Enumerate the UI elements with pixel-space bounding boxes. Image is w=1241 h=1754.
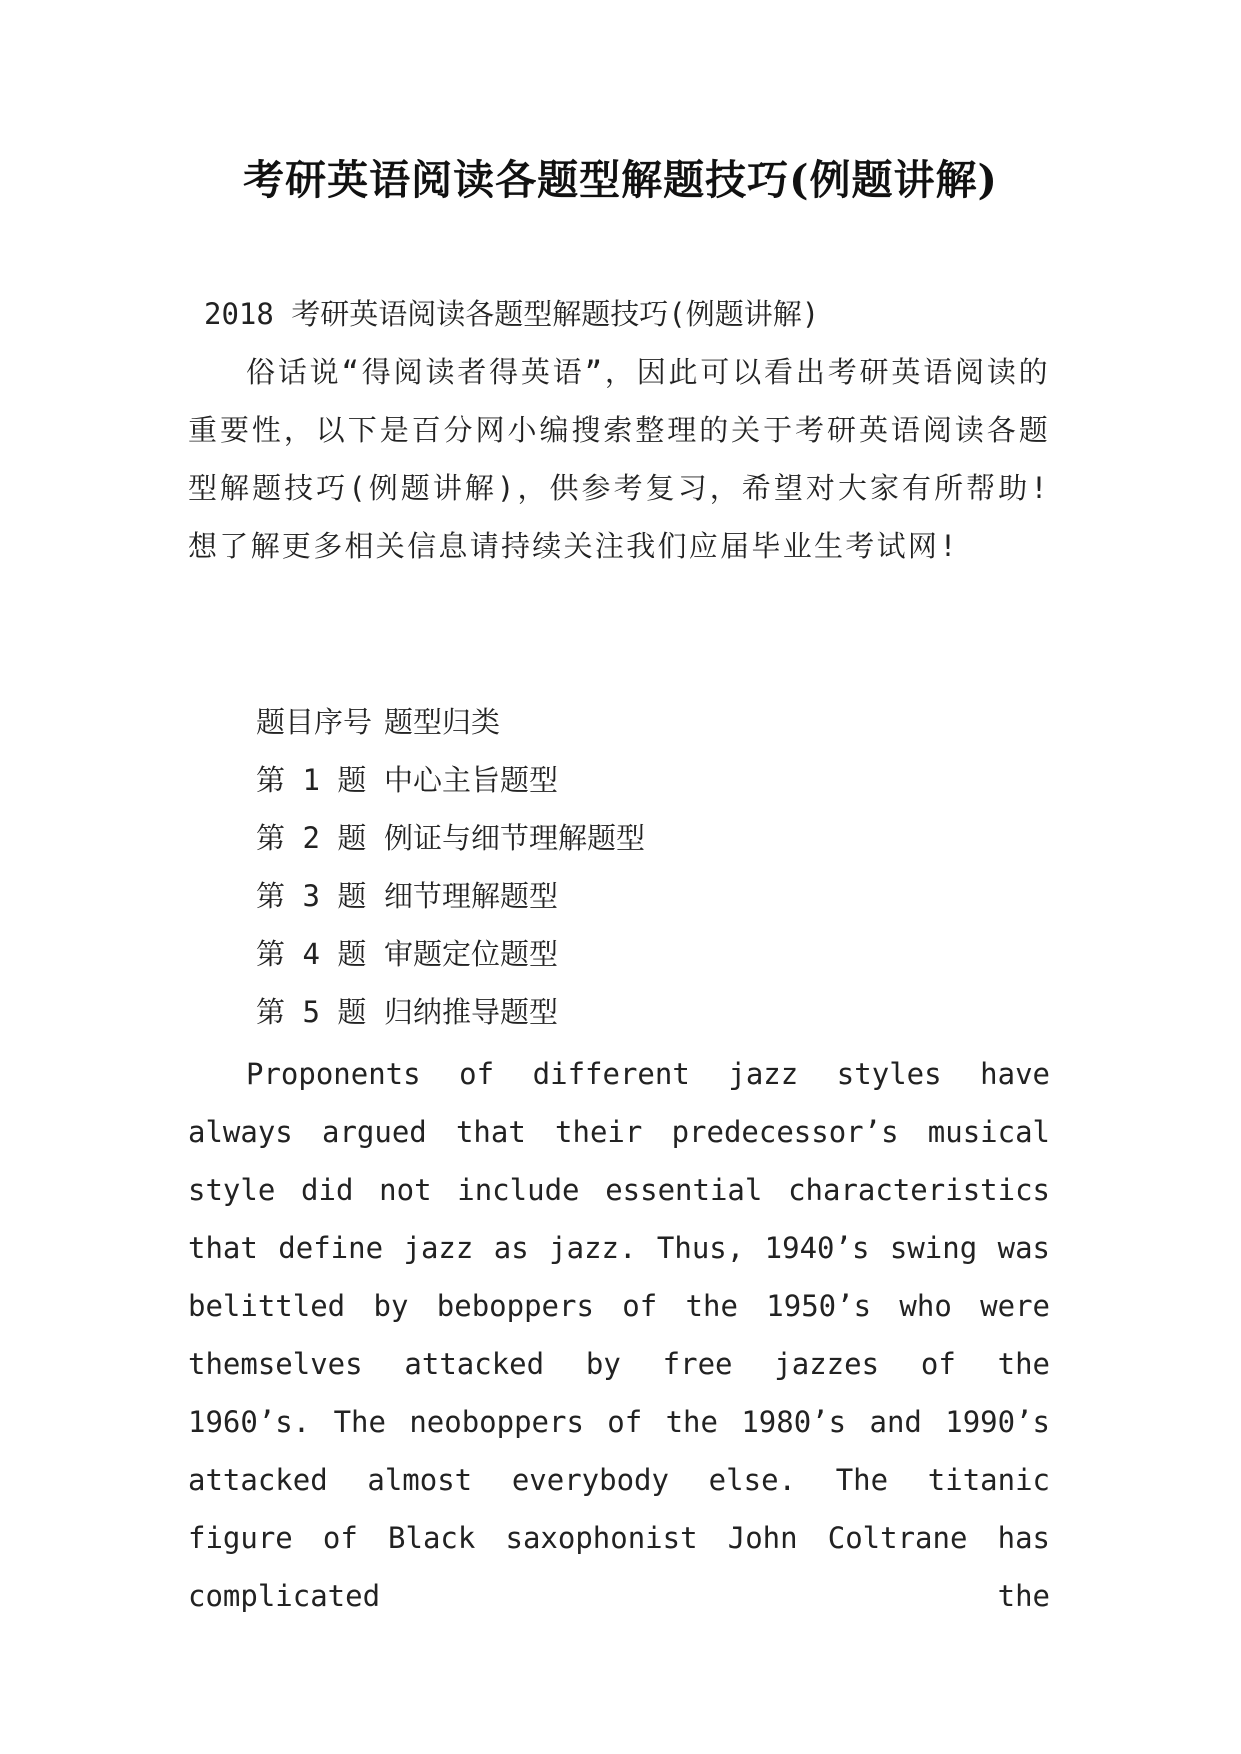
intro-paragraph: 俗话说“得阅读者得英语”，因此可以看出考研英语阅读的重要性，以下是百分网小编搜索整理的关于考研英语阅读各题型解题技巧(例题讲解)，供参考复习，希望对大家有所帮助!想了解更多相关信息请持续关注我们应届毕业生考试网!: [188, 355, 1050, 563]
table-row: [256, 925, 645, 983]
reading-passage: Proponents of different jazz styles have always argued that their predecessor’s musical style did not include essential characteristics that define jazz as jazz. Thus, 1940’s swing was belittled by beboppers of the 1950’s who were themselves attacked by free jazzes of the 1960’s. The neoboppers of the 1980’s and 1990’s attacked almost everybody else. The titanic figure of Black saxophonist John Coltrane has complicated the: [188, 1057, 1050, 1613]
document-title: 考研英语阅读各题型解题技巧(例题讲解): [243, 156, 998, 204]
question-number: 第 2 题: [256, 821, 367, 855]
question-type-table: [256, 693, 645, 1041]
table-header-number: 题目序号: [256, 705, 373, 739]
document-subtitle: 2018 考研英语阅读各题型解题技巧(例题讲解): [204, 297, 820, 331]
table-row: [256, 867, 645, 925]
question-type: 归纳推导题型: [384, 995, 559, 1029]
question-number: 第 1 题: [256, 763, 367, 797]
question-type: 中心主旨题型: [384, 763, 559, 797]
question-type: 例证与细节理解题型: [384, 821, 646, 855]
table-row: [256, 809, 645, 867]
question-type: 审题定位题型: [384, 937, 559, 971]
question-number: 第 3 题: [256, 879, 367, 913]
question-number: 第 4 题: [256, 937, 367, 971]
question-type: 细节理解题型: [384, 879, 559, 913]
table-header-row: [256, 693, 645, 751]
question-number: 第 5 题: [256, 995, 367, 1029]
table-row: [256, 751, 645, 809]
table-header-type: 题型归类: [384, 705, 501, 739]
table-row: [256, 983, 645, 1041]
